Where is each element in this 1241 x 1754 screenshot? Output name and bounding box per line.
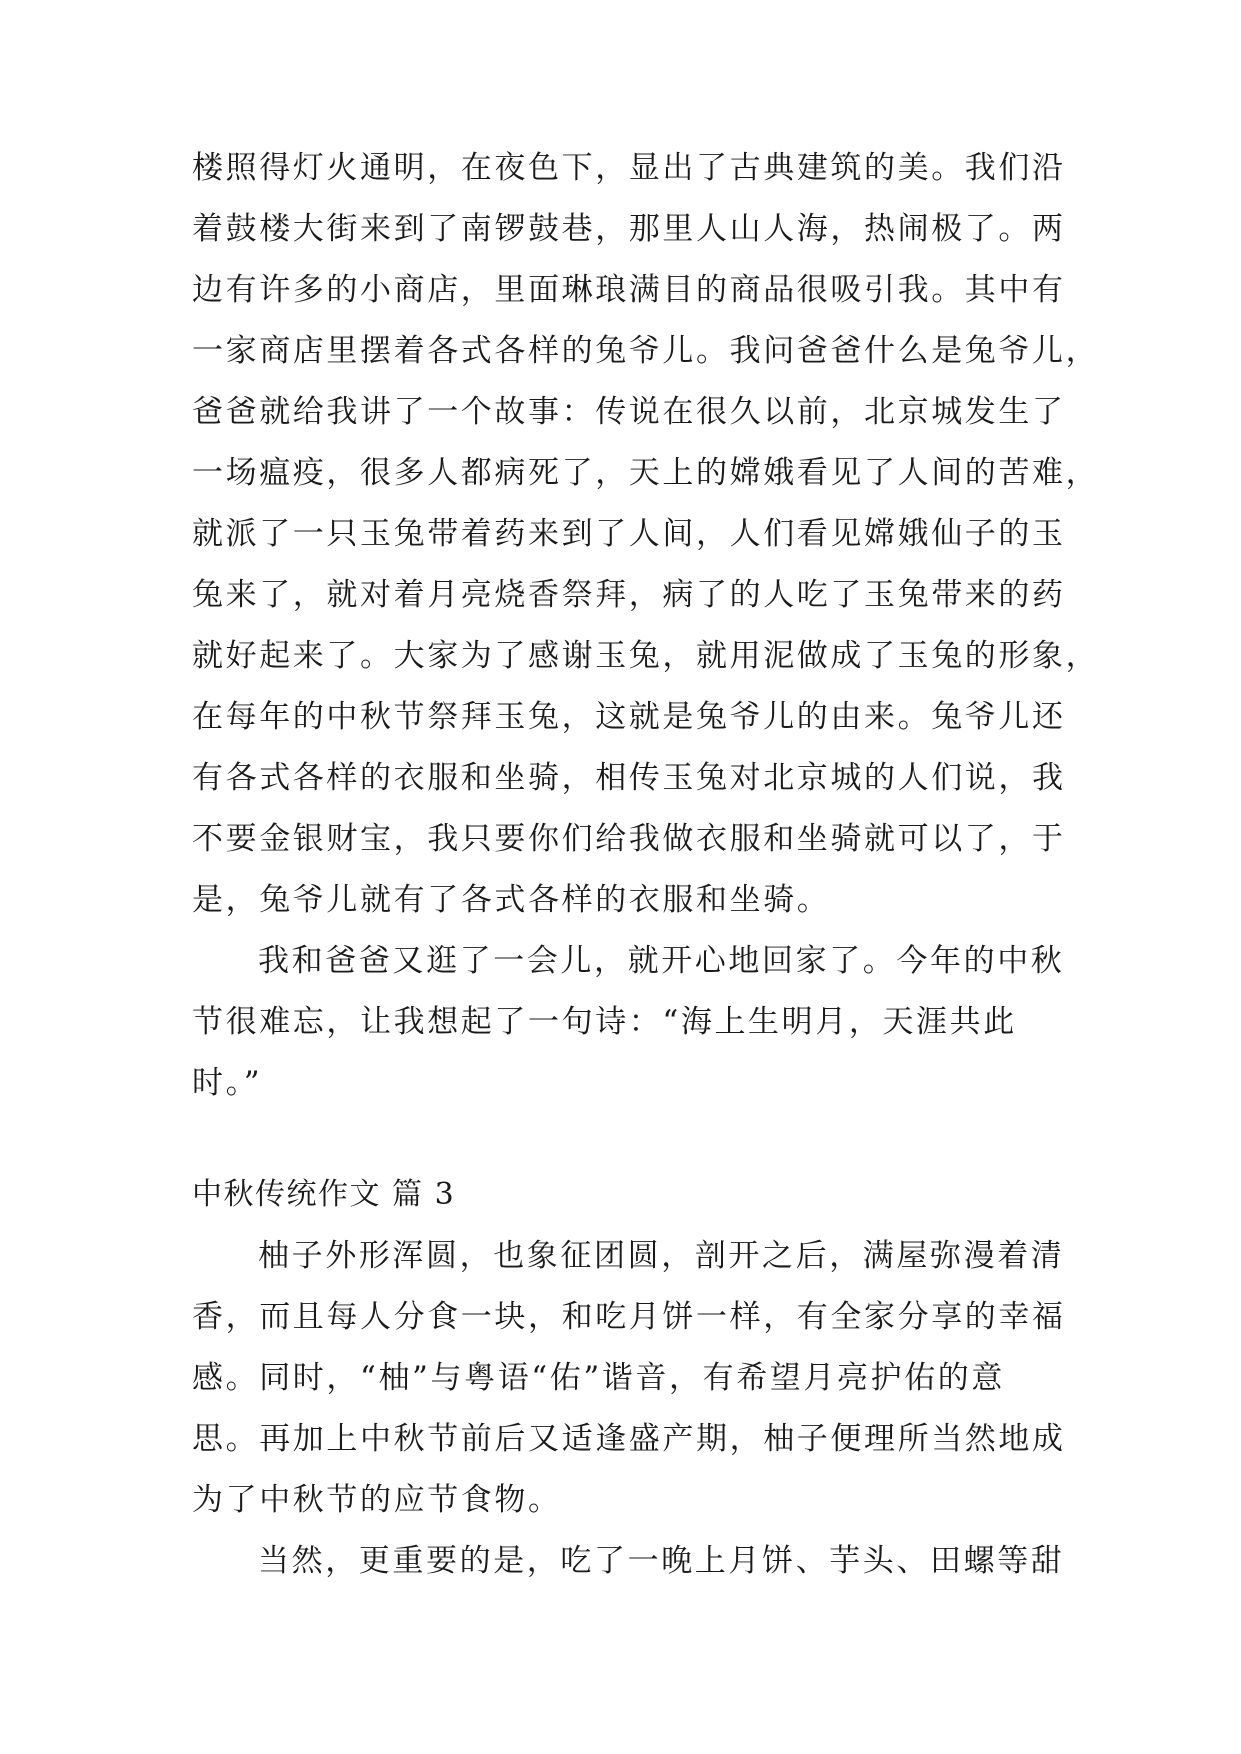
- paragraph-line: 楼照得灯火通明，在夜色下，显出了古典建筑的美。我们沿: [192, 150, 1066, 186]
- paragraph-line: 不要金银财宝，我只要你们给我做衣服和坐骑就可以了，于: [192, 821, 1066, 857]
- paragraph-line: 爸爸就给我讲了一个故事：传说在很久以前，北京城发生了: [192, 394, 1066, 430]
- paragraph-line: 思。再加上中秋节前后又适逢盛产期，柚子便理所当然地成: [192, 1421, 1066, 1457]
- paragraph-line: 柚子外形浑圆，也象征团圆，剖开之后，满屋弥漫着清: [258, 1238, 1065, 1274]
- paragraph-line: 我和爸爸又逛了一会儿，就开心地回家了。今年的中秋: [258, 943, 1065, 979]
- paragraph-line: 就派了一只玉兔带着药来到了人间，人们看见嫦娥仙子的玉: [192, 516, 1066, 552]
- paragraph-line: 有各式各样的衣服和坐骑，相传玉兔对北京城的人们说，我: [192, 760, 1066, 796]
- paragraph-line: 当然，更重要的是，吃了一晚上月饼、芋头、田螺等甜: [258, 1543, 1065, 1579]
- paragraph-line: 着鼓楼大街来到了南锣鼓巷，那里人山人海，热闹极了。两: [192, 211, 1066, 247]
- paragraph-line: 边有许多的小商店，里面琳琅满目的商品很吸引我。其中有: [192, 272, 1066, 308]
- paragraph-line: 香，而且每人分食一块，和吃月饼一样，有全家分享的幸福: [192, 1299, 1066, 1335]
- paragraph-line: 就好起来了。大家为了感谢玉兔，就用泥做成了玉兔的形象，: [192, 638, 1100, 674]
- paragraph-line: 感。同时，“柚”与粤语“佑”谐音，有希望月亮护佑的意: [192, 1360, 1005, 1396]
- section-heading: 中秋传统作文 篇 3: [192, 1177, 456, 1212]
- paragraph-line: 节很难忘，让我想起了一句诗：“海上生明月，天涯共此: [192, 1004, 1017, 1040]
- paragraph-line: 一家商店里摆着各式各样的兔爷儿。我问爸爸什么是兔爷儿，: [192, 333, 1100, 369]
- paragraph-line: 为了中秋节的应节食物。: [192, 1482, 562, 1518]
- paragraph-line: 时。”: [192, 1065, 263, 1101]
- paragraph-line: 是，兔爷儿就有了各式各样的衣服和坐骑。: [192, 882, 831, 918]
- paragraph-line: 一场瘟疫，很多人都病死了，天上的嫦娥看见了人间的苦难，: [192, 455, 1100, 491]
- paragraph-line: 兔来了，就对着月亮烧香祭拜，病了的人吃了玉兔带来的药: [192, 577, 1066, 613]
- paragraph-line: 在每年的中秋节祭拜玉兔，这就是兔爷儿的由来。兔爷儿还: [192, 699, 1066, 735]
